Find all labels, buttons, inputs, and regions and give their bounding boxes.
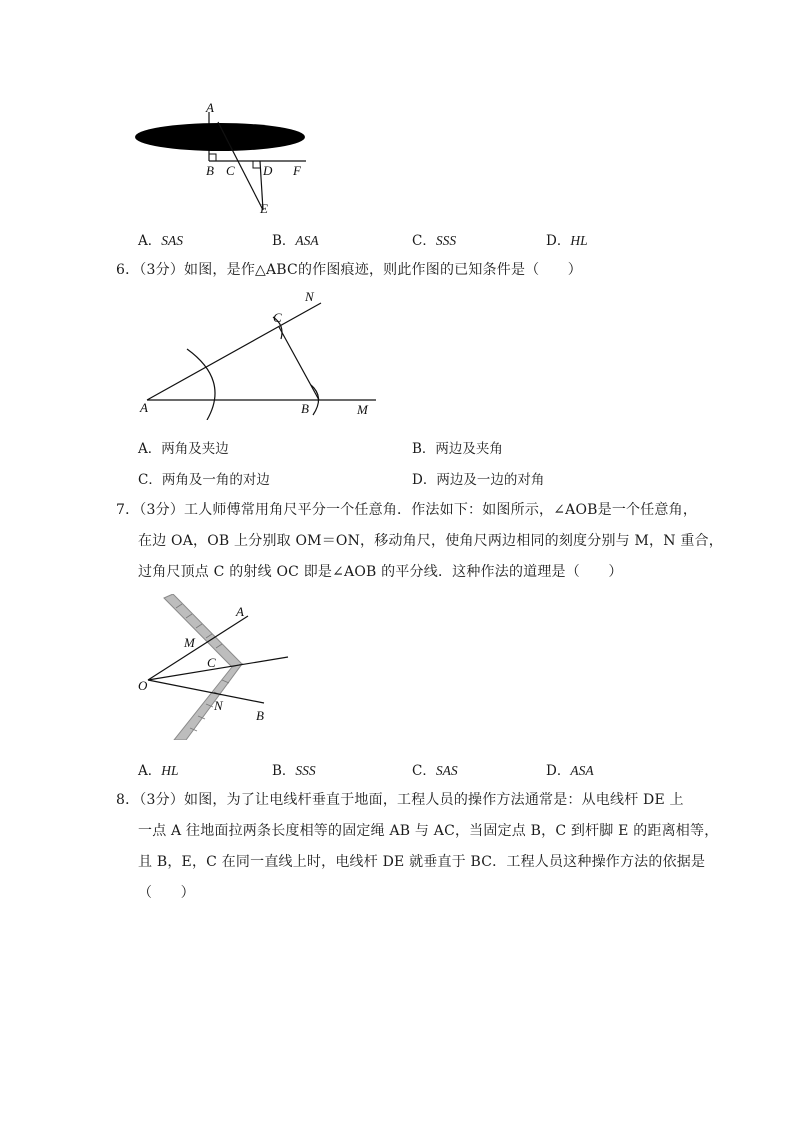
option-text: ASA	[295, 233, 319, 248]
q5-figure	[130, 98, 320, 218]
q7-label-N: N	[214, 698, 223, 713]
q7-label-B: B	[256, 708, 264, 723]
option-text: 两边及夹角	[435, 441, 503, 457]
option-letter: A．	[138, 763, 162, 779]
q6-label-A: A	[140, 400, 148, 415]
option-text: SSS	[295, 763, 316, 778]
q6-option-a	[138, 437, 229, 457]
q8-stem-line-3: 且 B，E，C 在同一直线上时，电线杆 DE 就垂直于 BC．工程人员这种操作方法的依据是	[138, 854, 706, 870]
q6-label-B: B	[301, 401, 309, 416]
option-letter: C．	[412, 233, 436, 249]
q8-stem-line-1: 8．（3分）如图，为了让电线杆垂直于地面，工程人员的操作方法通常是：从电线杆 DE 上	[116, 792, 684, 808]
q5-option-c	[412, 229, 456, 249]
option-text: HL	[570, 233, 588, 248]
option-text: HL	[161, 763, 179, 778]
option-letter: A．	[138, 441, 162, 457]
q7-stem-line-2: 在边 OA，OB 上分别取 OM＝ON，移动角尺，使角尺两边相同的刻度分别与 M，N 重合，	[138, 533, 723, 549]
q8-stem-line-2: 一点 A 往地面拉两条长度相等的固定绳 AB 与 AC，当固定点 B，C 到杆脚 E 的距离相等，	[138, 823, 719, 839]
q6-label-N: N	[305, 289, 314, 304]
q5-option-a	[138, 229, 183, 249]
q6-figure	[135, 285, 385, 420]
q6-label-C: C	[273, 310, 282, 325]
option-text: ASA	[570, 763, 594, 778]
q7-option-a	[138, 759, 179, 779]
option-letter: D．	[412, 472, 437, 488]
q5-label-C: C	[226, 163, 235, 178]
option-letter: D．	[546, 763, 571, 779]
q5-option-b	[272, 229, 319, 249]
option-letter: A．	[138, 233, 162, 249]
q7-label-O: O	[138, 678, 148, 693]
q8-stem-line-4: （ ）	[138, 885, 195, 901]
q7-figure	[136, 594, 296, 740]
q7-option-b	[272, 759, 316, 779]
q7-option-c	[412, 759, 458, 779]
q7-stem-line-1: 7．（3分）工人师傅常用角尺平分一个任意角．作法如下：如图所示，∠AOB是一个任意角，	[116, 502, 698, 518]
q5-label-B: B	[206, 163, 214, 178]
option-text: 两边及一边的对角	[436, 472, 545, 488]
option-text: SAS	[161, 233, 183, 248]
q5-label-A: A	[206, 100, 214, 115]
option-letter: C．	[412, 763, 436, 779]
option-text: SSS	[435, 233, 457, 248]
option-letter: B．	[272, 763, 296, 779]
q7-label-C: C	[207, 655, 216, 670]
q7-label-M: M	[184, 635, 195, 650]
option-letter: B．	[272, 233, 296, 249]
option-text: 两角及一角的对边	[161, 472, 270, 488]
q7-label-A: A	[236, 604, 244, 619]
option-letter: C．	[138, 472, 162, 488]
option-text: SAS	[435, 763, 458, 778]
q5-label-F: F	[293, 163, 301, 178]
q7-option-d	[546, 759, 594, 779]
q6-label-M: M	[357, 402, 368, 417]
option-letter: B．	[412, 441, 436, 457]
option-text: 两角及夹边	[161, 441, 229, 457]
q5-label-D: D	[263, 163, 273, 178]
q6-option-c	[138, 468, 270, 488]
q6-option-b	[412, 437, 503, 457]
q6-stem: 6．（3分）如图，是作△ABC的作图痕迹，则此作图的已知条件是（ ）	[116, 262, 582, 278]
option-letter: D．	[546, 233, 571, 249]
q5-label-E: E	[260, 201, 268, 216]
q5-option-d	[546, 229, 588, 249]
q6-option-d	[412, 468, 544, 488]
q7-stem-line-3: 过角尺顶点 C 的射线 OC 即是∠AOB 的平分线．这种作法的道理是（ ）	[138, 564, 623, 580]
